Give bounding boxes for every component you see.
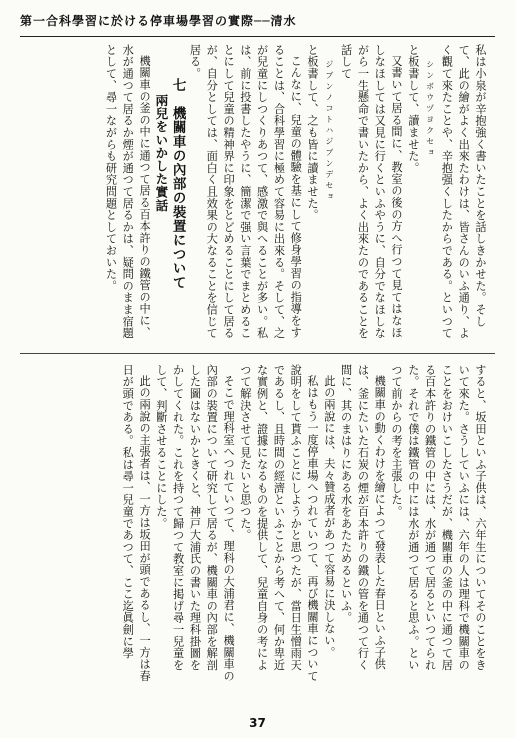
- paragraph: と板書して、讀ませた。: [406, 44, 420, 174]
- paragraph: そこで理科室へつれていつて、理科の大浦君に、機關車の內部の裝置について研究して居るが、機關車の內部を解剖した圖はないかときくと、神戸大浦氏の書いた理科掛圖をかしてくれた。これを持つて歸つて教室に掲げ尋一兒童をして、判斷させることにした。: [154, 364, 236, 682]
- paragraph: こんなに、兒童の體驗を基にして修身學習の指導をすることは、合科學習に極めて容易に出來る。そして、之が兒童にしつくりあつて、感激で與へることが多い。私は、前に投書したやうに、簡潔で强い言葉でまとめることにして兒童の精神界に印象をとどめることにして居るが、自分としては、面白く且效果の大なることを信じて居る。: [188, 44, 303, 339]
- paragraph: 此の兩說の主張者は、一方は坂田が頭であるし、一方は春日が頭である。私は尋一兒童であつて、ここ迄眞劍に學: [121, 364, 152, 682]
- header-rule: [20, 36, 495, 37]
- paragraph: 私は小泉が辛抱強く書いたことを話しきかせた。そして、此の繪がよく出來たわけは、皆さんのいふ通り、よく觀て來たことや、辛抱强くしたからである。といつて: [440, 44, 487, 339]
- page-number: 37: [249, 716, 266, 730]
- section-subheading: 兩兒をいかした實話: [153, 94, 169, 212]
- paragraph: 機關車の動くわけを繪によつて發表した春日といふ子供は、釜にたいた石炭の煙が百本許りの鐵の管を通つて行く間に、其のまはりにある水をあたためるといふ。: [339, 364, 387, 671]
- paragraph: 此の兩說には、夫々贊成者があつて容易に決しない。: [322, 375, 336, 659]
- paragraph: 私はもう一度停車場へつれていつて、再び機關車について說明をして貰ふことにしようかと思つたが、當日生憎雨天であるし、且時間の經濟といふことから考へて、何か卑近な實例と、證據になるものを提供して、兒童自身の考によつて解決させて見たいと思つた。: [238, 364, 320, 682]
- board-writing: ジブンノコトハジブンデセョ: [324, 60, 334, 203]
- running-head: 第一合科學習に於ける停車場學習の實際──清水: [20, 14, 297, 28]
- board-writing: シンボウヅヨクセョ: [425, 60, 435, 159]
- section-heading: 七 機關車の內部の裝置について: [169, 77, 186, 290]
- column-divider: [20, 353, 495, 354]
- top-text-block: [24, 44, 488, 342]
- paragraph: 機關車の釜の中に通つて居る百本許りの鐵管の中に、水が通つて居るか煙が通つて居るかは、疑問のまま宿題として、尋一ながらも研究問題としておいた。: [104, 44, 152, 339]
- bottom-text-block: [24, 364, 488, 682]
- paragraph: 又書いて居る間に、教室の後の方へ行つて見てはなほしなほしては又見に行くといふやうに、自分でなほしながら一生懸命で書いたから、よく出來たのであることを話して: [339, 44, 404, 339]
- paragraph: すると、坂田といふ子供は、六年生についてそのことをきいて來た。さうしていふには、六年の人は理科で機關車のことをおけいこしたさうだが、機關車の釜の中に通つて居る百本許りの鐵管の中には、水が通つて居るといつてられた。それで僕は鐵管の中には水が通つて居ると思ふ。といつて前からの考を主張した。: [390, 364, 487, 671]
- paragraph: と板書して、之も皆に讀ませた。: [306, 44, 320, 221]
